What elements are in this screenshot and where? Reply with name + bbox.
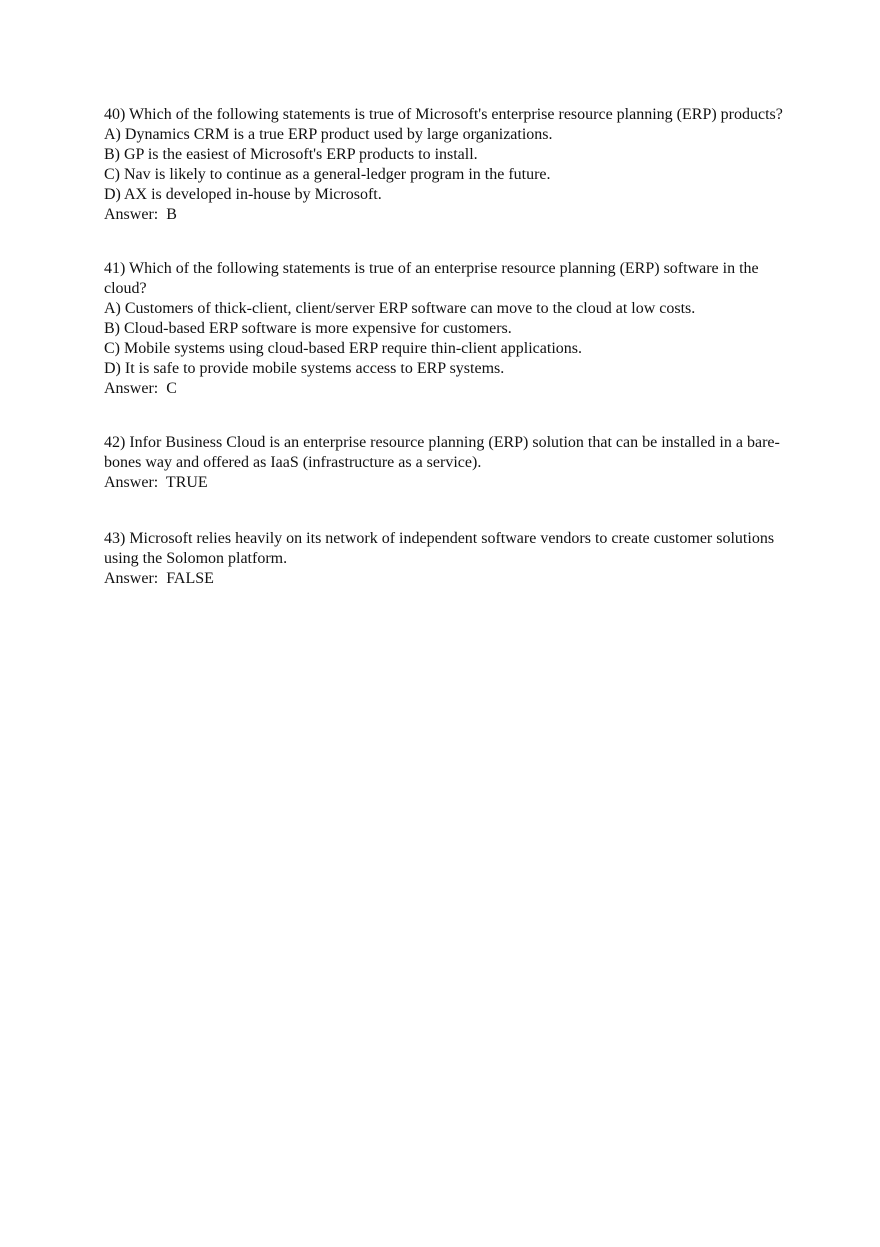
answer-value: TRUE bbox=[165, 474, 208, 491]
question-text: Which of the following statements is true of an enterprise resource planning (ERP) software in the cloud? bbox=[104, 260, 759, 297]
option-a: A) Customers of thick-client, client/server ERP software can move to the cloud at low costs. bbox=[104, 300, 696, 317]
answer-value: B bbox=[166, 206, 177, 223]
question-text: Which of the following statements is true of Microsoft's enterprise resource planning (ERP) products? bbox=[129, 106, 783, 123]
option-b: B) Cloud-based ERP software is more expensive for customers. bbox=[104, 320, 512, 337]
answer-label: Answer: bbox=[104, 474, 166, 491]
option-d: D) AX is developed in-house by Microsoft. bbox=[104, 186, 382, 203]
answer-label: Answer: bbox=[104, 570, 167, 587]
answer-value: FALSE bbox=[166, 570, 214, 587]
option-c: C) Mobile systems using cloud-based ERP require thin-client applications. bbox=[104, 340, 582, 357]
answer-value: C bbox=[166, 380, 177, 397]
question-list bbox=[104, 105, 784, 589]
question-stem bbox=[104, 105, 784, 125]
question-text: Infor Business Cloud is an enterprise resource planning (ERP) solution that can be installed in a bare-bones way and offered as IaaS (infrastructure as a service). bbox=[104, 434, 780, 471]
question-41 bbox=[104, 259, 784, 399]
question-text: Microsoft relies heavily on its network of independent software vendors to create customer solutions using the Solomon platform. bbox=[104, 530, 775, 567]
option-b: B) GP is the easiest of Microsoft's ERP products to install. bbox=[104, 146, 478, 163]
question-number: 41) bbox=[104, 260, 126, 277]
question-number: 43) bbox=[104, 530, 126, 547]
answer-line bbox=[104, 205, 784, 225]
question-40 bbox=[104, 105, 784, 225]
option-a: A) Dynamics CRM is a true ERP product used by large organizations. bbox=[104, 126, 553, 143]
question-number: 42) bbox=[104, 434, 126, 451]
answer-line bbox=[104, 569, 784, 589]
question-stem bbox=[104, 259, 784, 299]
answer-line bbox=[104, 473, 784, 493]
question-43 bbox=[104, 529, 784, 589]
question-number: 40) bbox=[104, 106, 126, 123]
answer-label: Answer: bbox=[104, 380, 167, 397]
question-stem bbox=[104, 529, 784, 569]
option-c: C) Nav is likely to continue as a general-ledger program in the future. bbox=[104, 166, 551, 183]
question-stem bbox=[104, 433, 784, 473]
answer-line bbox=[104, 379, 784, 399]
option-d: D) It is safe to provide mobile systems access to ERP systems. bbox=[104, 360, 505, 377]
question-42 bbox=[104, 433, 784, 493]
answer-label: Answer: bbox=[104, 206, 167, 223]
